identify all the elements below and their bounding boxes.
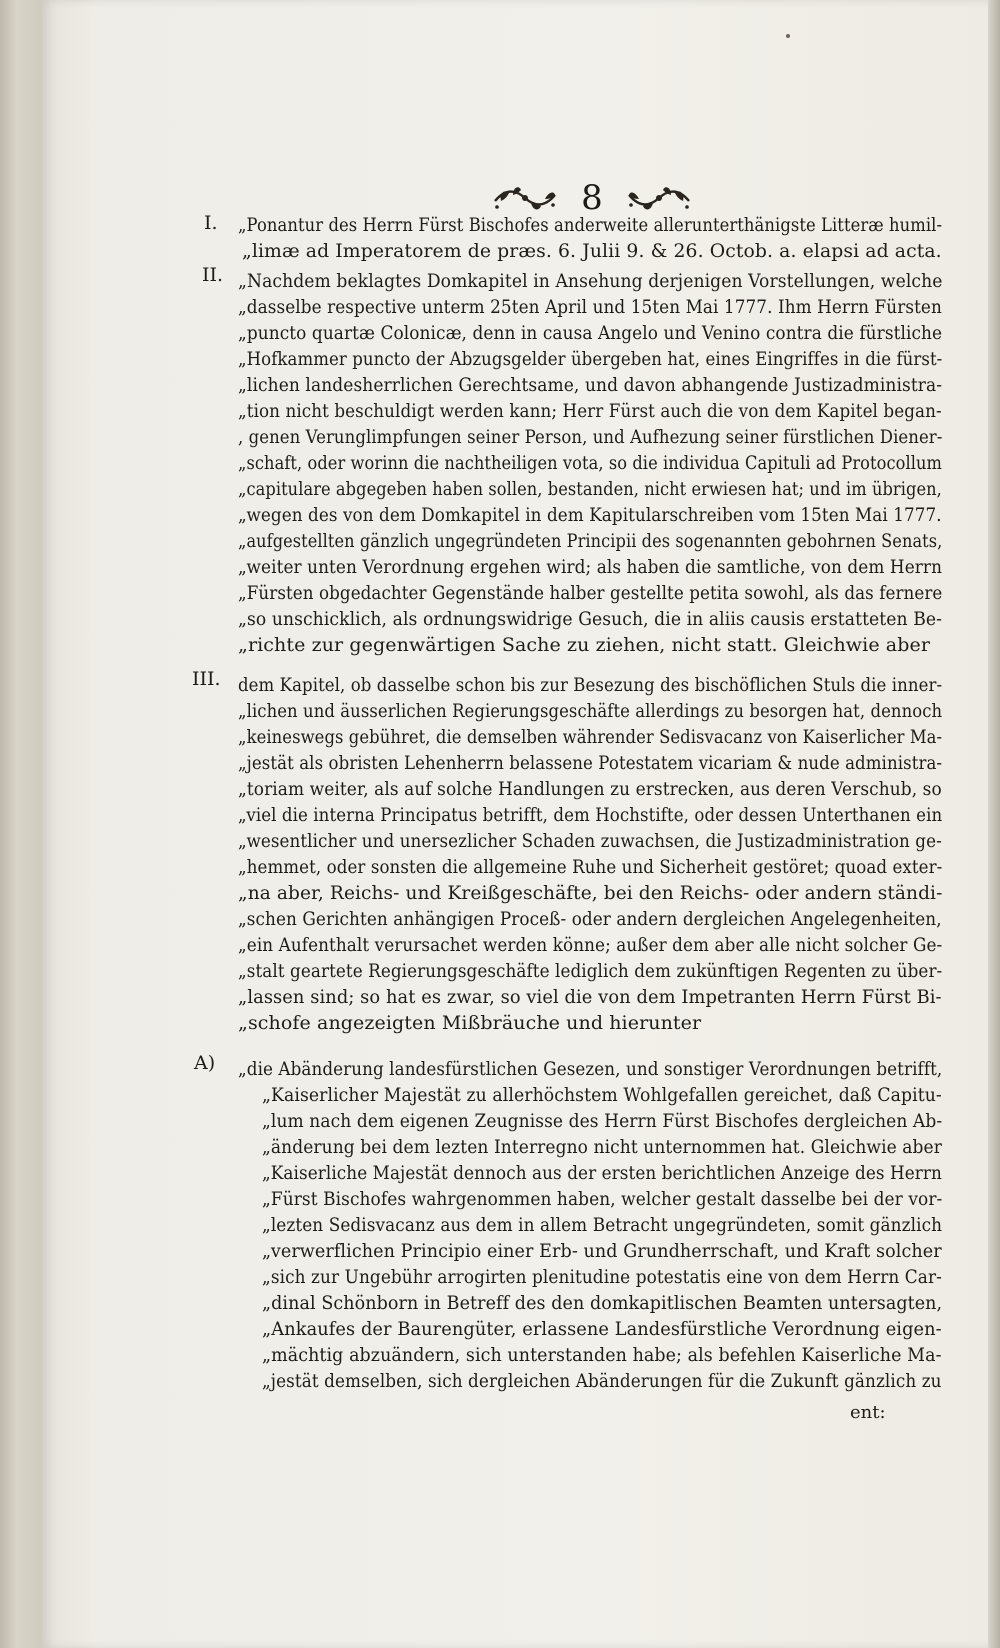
- text-line: „lichen landesherrlichen Gerechtsame, und davon abhangende Justizadministra-: [238, 374, 943, 396]
- text-line: „dasselbe respective unterm 25ten April und 15ten Mai 1777. Ihm Herrn Fürsten: [238, 296, 942, 318]
- page-gutter-shadow: [0, 0, 42, 1648]
- text-line: „die Abänderung landesfürstlichen Gesezen, und sonstiger Verordnungen betrifft,: [238, 1058, 943, 1080]
- section-marker-a: A): [194, 1052, 216, 1074]
- text-line: „schofe angezeigten Mißbräuche und hierunter: [238, 1012, 702, 1034]
- body-text: [42, 0, 990, 1648]
- text-line: „sich zur Ungebühr arrogirten plenitudine potestatis eine von dem Herrn Car-: [262, 1266, 942, 1288]
- text-line: „puncto quartæ Colonicæ, denn in causa Angelo und Venino contra die fürstliche: [238, 322, 943, 344]
- paper-speck: [786, 34, 790, 38]
- text-line: „Fürst Bischofes wahrgenommen haben, welcher gestalt dasselbe bei der vor-: [262, 1188, 943, 1210]
- text-line: „Fürsten obgedachter Gegenstände halber gestellte petita sowohl, als das fernere: [238, 582, 943, 604]
- text-line: „ein Aufenthalt verursachet werden könne; außer dem aber alle nicht solcher Ge-: [238, 934, 943, 956]
- text-line: „lezten Sedisvacanz aus dem in allem Betracht ungegründeten, somit gänzlich: [262, 1214, 943, 1236]
- text-line: „wesentlicher und unersezlicher Schaden zuwachsen, die Justizadministration ge-: [238, 830, 942, 852]
- text-line: „schen Gerichten anhängigen Proceß- oder andern dergleichen Angelegenheiten,: [238, 908, 942, 930]
- section-marker-iii: III.: [192, 668, 221, 690]
- text-line: „Ankaufes der Baurengüter, erlassene Landesfürstliche Verordnung eigen-: [262, 1318, 942, 1340]
- catchword: ent:: [850, 1402, 886, 1423]
- text-line: „änderung bei dem lezten Interregno nicht unternommen hat. Gleichwie aber: [262, 1136, 942, 1158]
- document-page: [42, 0, 990, 1648]
- text-line: „Ponantur des Herrn Fürst Bischofes anderweite allerunterthänigste Litteræ humil-: [238, 214, 943, 236]
- text-line: dem Kapitel, ob dasselbe schon bis zur Besezung des bischöflichen Stuls die inner-: [238, 674, 943, 696]
- text-line: „lum nach dem eigenen Zeugnisse des Herrn Fürst Bischofes dergleichen Ab-: [262, 1110, 943, 1132]
- text-line: „Nachdem beklagtes Domkapitel in Ansehung derjenigen Vorstellungen, welche: [238, 270, 943, 292]
- text-line: „lassen sind; so hat es zwar, so viel die von dem Impetranten Herrn Fürst Bi-: [238, 986, 942, 1008]
- text-line: „stalt geartete Regierungsgeschäfte lediglich dem zukünftigen Regenten zu über-: [238, 960, 943, 982]
- text-line: „toriam weiter, als auf solche Handlungen zu erstrecken, aus deren Verschub, so: [238, 778, 942, 800]
- text-line: „dinal Schönborn in Betreff des den domkapitlischen Beamten untersagten,: [262, 1292, 943, 1314]
- text-line: „viel die interna Principatus betrifft, dem Hochstifte, oder dessen Unterthanen ein: [238, 804, 943, 826]
- text-line: „limæ ad Imperatorem de præs. 6. Julii 9. & 26. Octob. a. elapsi ad acta.: [242, 240, 942, 262]
- text-line: „tion nicht beschuldigt werden kann; Herr Fürst auch die von dem Kapitel began-: [238, 400, 942, 422]
- text-line: „hemmet, oder sonsten die allgemeine Ruhe und Sicherheit gestöret; quoad exter-: [238, 856, 943, 878]
- text-line: „schaft, oder worinn die nachtheiligen vota, so die individua Capituli ad Protocollum: [238, 452, 943, 474]
- page-right-edge: [988, 0, 1000, 1648]
- text-line: „richte zur gegenwärtigen Sache zu ziehen, nicht statt. Gleichwie aber: [238, 634, 931, 656]
- text-line: „Kaiserlicher Majestät zu allerhöchstem Wohlgefallen gereichet, daß Capitu-: [262, 1084, 942, 1106]
- text-line: „jestät demselben, sich dergleichen Abänderungen für die Zukunft gänzlich zu: [262, 1370, 942, 1392]
- text-line: „aufgestellten gänzlich ungegründeten Principii des sogenannten gebohrnen Senats,: [238, 530, 943, 552]
- text-line: „capitulare abgegeben haben sollen, bestanden, nicht erwiesen hat; und im übrigen,: [238, 478, 942, 500]
- text-line: „na aber, Reichs- und Kreißgeschäfte, bei den Reichs- oder andern ständi-: [238, 882, 943, 904]
- text-line: , genen Verunglimpfungen seiner Person, und Aufhezung seiner fürstlichen Diener-: [238, 426, 943, 448]
- page-number: 8: [581, 178, 603, 218]
- text-line: „Hofkammer puncto der Abzugsgelder übergeben hat, eines Eingriffes in die fürst-: [238, 348, 943, 370]
- text-line: „mächtig abzuändern, sich unterstanden habe; als befehlen Kaiserliche Ma-: [262, 1344, 942, 1366]
- text-line: „so unschicklich, als ordnungswidrige Gesuch, die in aliis causis erstatteten Be-: [238, 608, 943, 630]
- text-line: „verwerflichen Principio einer Erb- und Grundherrschaft, und Kraft solcher: [262, 1240, 942, 1262]
- text-line: „jestät als obristen Lehenherrn belassene Potestatem vicariam & nude administra-: [238, 752, 943, 774]
- text-line: „Kaiserliche Majestät dennoch aus der ersten berichtlichen Anzeige des Herrn: [262, 1162, 942, 1184]
- section-marker-ii: II.: [202, 264, 224, 286]
- text-line: „lichen und äusserlichen Regierungsgeschäfte allerdings zu besorgen hat, dennoch: [238, 700, 943, 722]
- text-line: „keineswegs gebühret, die demselben währender Sedisvacanz von Kaiserlicher Ma-: [238, 726, 943, 748]
- text-line: „weiter unten Verordnung ergehen wird; als haben die samtliche, von dem Herrn: [238, 556, 943, 578]
- text-line: „wegen des von dem Domkapitel in dem Kapitularschreiben vom 15ten Mai 1777.: [238, 504, 942, 526]
- section-marker-i: I.: [204, 212, 218, 234]
